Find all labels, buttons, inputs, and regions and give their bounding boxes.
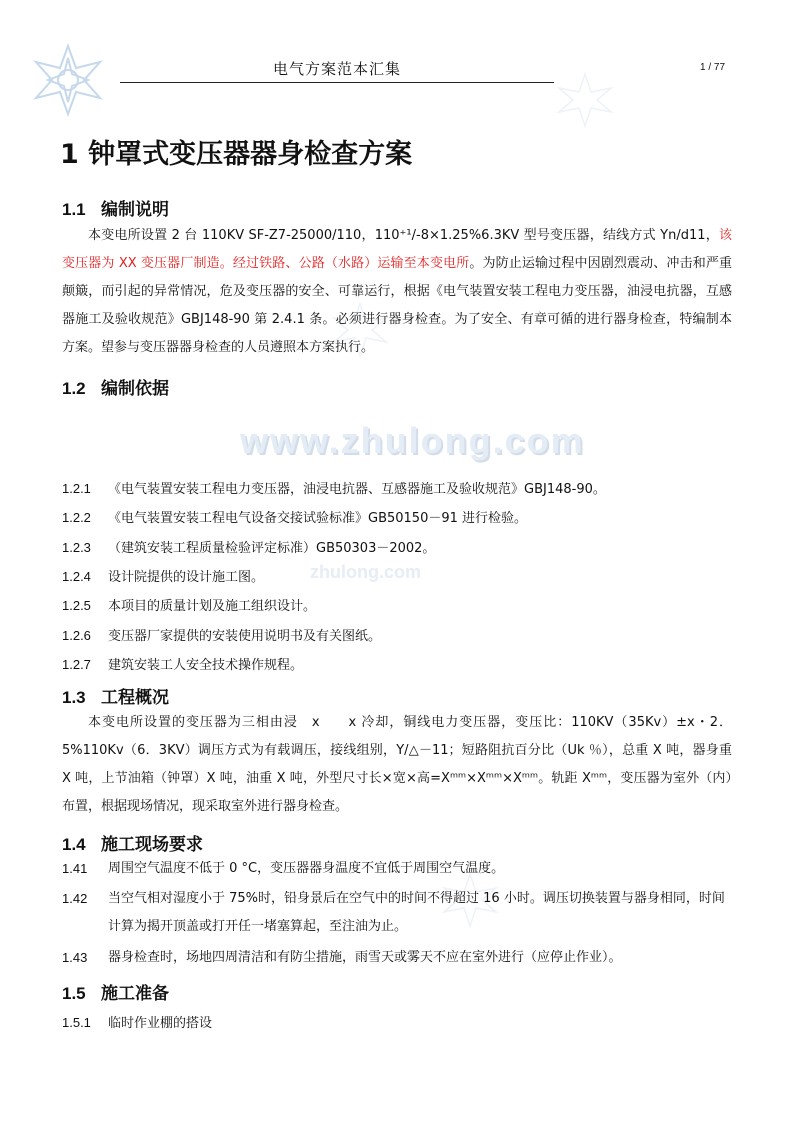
section-title: 编制依据 xyxy=(101,379,169,399)
list-item xyxy=(62,654,303,673)
section-number: 1.1 xyxy=(62,200,86,219)
item-text: 周围空气温度不低于 0 °C，变压器器身温度不宜低于周围空气温度。 xyxy=(108,861,505,876)
item-number: 1.2.5 xyxy=(62,598,91,613)
section-heading xyxy=(62,830,203,855)
list-item xyxy=(62,478,606,497)
item-text: （建筑安装工程质量检验评定标准）GB50303－2002。 xyxy=(108,541,436,556)
item-number: 1.42 xyxy=(62,891,88,906)
item-text: 变压器厂家提供的安装使用说明书及有关图纸。 xyxy=(108,629,382,644)
section-title: 工程概况 xyxy=(101,688,169,708)
section-paragraph: 本变电所设置的变压器为三相由浸 x x 冷却，铜线电力变压器，变压比：110KV（35Kv）±x・2．5%110Kv（6．3KV）调压方式为有载调压，接线组别，Y/△－11；短路阻抗百分比（Uk ％），总重 X 吨，器身重 X 吨，上节油箱（钟罩）X 吨，油重 X 吨，外型尺寸长×宽×高=Xᵐᵐ×Xᵐᵐ×Xᵐᵐ。轨距 Xᵐᵐ，变压器为室外（内）布置，根据现场情况，现采取室外进行器身检查。 xyxy=(62,715,732,814)
section-heading xyxy=(62,979,169,1004)
chapter-title: 1 钟罩式变压器器身检查方案 xyxy=(60,139,413,170)
item-number: 1.41 xyxy=(62,861,88,876)
section-heading xyxy=(62,683,169,708)
item-text: 《电气装置安装工程电气设备交接试验标准》GB50150－91 进行检验。 xyxy=(108,511,528,526)
item-number: 1.2.6 xyxy=(62,628,91,643)
page-number: 1 / 77 xyxy=(700,62,726,73)
header-title: 电气方案范本汇集 xyxy=(120,58,554,83)
item-number: 1.2.7 xyxy=(62,657,91,672)
section-paragraph xyxy=(62,222,732,362)
list-item xyxy=(62,1012,212,1031)
watermark-domain: zhulong.com xyxy=(310,562,421,582)
section-heading xyxy=(62,195,169,220)
paragraph-highlight: 该变压器为 XX 变压器厂制造。经过铁路、公路（水路）运输至本变电所 xyxy=(62,228,732,271)
item-text: 器身检查时，场地四周清洁和有防尘措施，雨雪天或雾天不应在室外进行（应停止作业）。 xyxy=(108,950,622,965)
item-number: 1.2.1 xyxy=(62,481,91,496)
section-number: 1.4 xyxy=(62,835,86,854)
section-number: 1.2 xyxy=(62,379,86,398)
section-title: 施工准备 xyxy=(101,984,169,1004)
list-item xyxy=(62,507,527,526)
item-number: 1.2.4 xyxy=(62,569,91,584)
item-text: 《电气装置安装工程电力变压器，油浸电抗器、互感器施工及验收规范》GBJ148-90。 xyxy=(108,482,606,497)
list-item xyxy=(62,885,732,941)
item-number: 1.2.3 xyxy=(62,540,91,555)
zhulong-logo-icon xyxy=(28,40,108,120)
list-item xyxy=(62,944,732,972)
list-item xyxy=(62,625,381,644)
list-item xyxy=(62,595,316,614)
paragraph-text: 本变电所设置 2 台 110KV SF-Z7-25000/110，110⁺¹/-8×1.25%6.3KV 型号变压器，结线方式 Yn/d11， xyxy=(88,228,719,243)
item-text: 建筑安装工人安全技术操作规程。 xyxy=(108,658,304,673)
section-heading xyxy=(62,374,169,399)
item-text: 当空气相对湿度小于 75%时，铅身景后在空气中的时间不得超过 16 小时。调压切换装置与器身相同，时间计算为揭开顶盖或打开任一堵塞算起，至注油为止。 xyxy=(108,891,725,934)
item-text: 设计院提供的设计施工图。 xyxy=(108,570,265,585)
watermark-flower-icon xyxy=(555,70,615,130)
section-number: 1.5 xyxy=(62,984,86,1003)
item-text: 临时作业棚的搭设 xyxy=(108,1016,213,1031)
paragraph-text: 。为防止运输过程中因剧烈震动、冲击和严重颠簸，而引起的异常情况，危及变压器的安全、可靠运行，根据《电气装置安装工程电力变压器，油浸电抗器，互感器施工及验收规范》GBJ148-90 第 2.4.1 条。必须进行器身检查。为了安全、有章可循的进行器身检查，特编制本方案。望参与变压器器身检查的人员遵照本方案执行。 xyxy=(62,256,732,355)
watermark-url: www.zhulong.com xyxy=(240,420,585,461)
list-item xyxy=(62,566,264,585)
section-title: 施工现场要求 xyxy=(101,835,203,855)
list-item xyxy=(62,537,435,556)
item-number: 1.43 xyxy=(62,950,88,965)
section-title: 编制说明 xyxy=(101,200,169,220)
item-text: 本项目的质量计划及施工组织设计。 xyxy=(108,599,317,614)
list-item xyxy=(62,855,732,883)
item-number: 1.5.1 xyxy=(62,1015,91,1030)
item-number: 1.2.2 xyxy=(62,510,91,525)
section-number: 1.3 xyxy=(62,688,86,707)
